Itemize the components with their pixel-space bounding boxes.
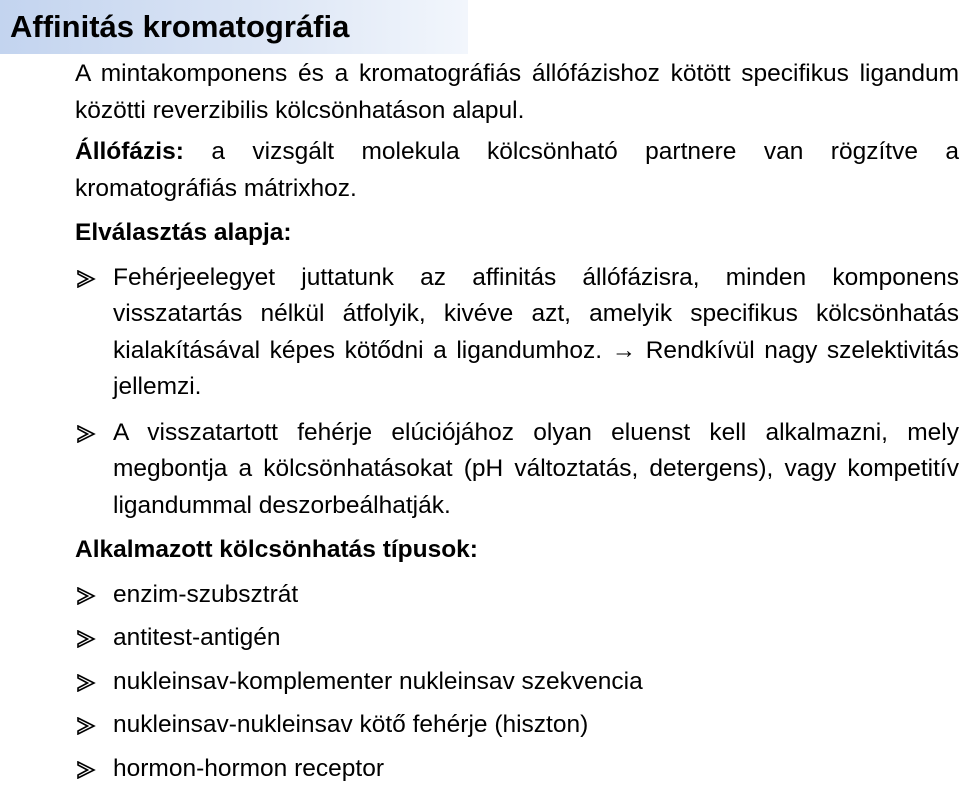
arrowhead-bullet-icon	[75, 664, 99, 700]
arrowhead-bullet-icon	[75, 707, 99, 743]
spacer	[75, 569, 959, 577]
list-item-text: nukleinsav-nukleinsav kötő fehérje (hiszton)	[113, 711, 589, 738]
list-item	[75, 751, 959, 788]
list-item	[75, 577, 959, 614]
separation-bullet-2	[75, 415, 959, 525]
list-item	[75, 620, 959, 657]
arrowhead-bullet-icon	[75, 577, 99, 613]
arrowhead-bullet-icon	[75, 751, 99, 787]
arrowhead-bullet-icon	[75, 415, 99, 451]
slide-content	[75, 56, 959, 794]
list-item	[75, 707, 959, 744]
list-item-text: antitest-antigén	[113, 624, 281, 651]
spacer	[75, 524, 959, 532]
list-item-text: nukleinsav-komplementer nukleinsav szekvencia	[113, 667, 643, 695]
separation-heading: Elválasztás alapja:	[75, 219, 292, 246]
list-item	[75, 664, 959, 701]
list-item-text: hormon-hormon receptor	[113, 754, 384, 782]
spacer	[75, 252, 959, 260]
stationary-phase-paragraph	[75, 134, 959, 207]
intro-paragraph: A mintakomponens és a kromatográfiás állófázishoz kötött specifikus ligandum közötti reverzibilis kölcsönhatáson alapul.	[75, 60, 959, 124]
arrowhead-bullet-icon	[75, 620, 99, 656]
list-item-text: enzim-szubsztrát	[113, 580, 299, 608]
separation-bullet-1	[75, 260, 959, 406]
stationary-phase-text: a vizsgált molekula kölcsönható partnere van rögzítve a kromatográfiás mátrixhoz.	[75, 138, 959, 202]
arrowhead-bullet-icon	[75, 260, 99, 296]
page-title: Affinitás kromatográfia	[10, 9, 350, 44]
separation-bullet-text: A visszatartott fehérje elúciójához olyan eluenst kell alkalmazni, mely megbontja a kölcsönhatásokat (pH változtatás, detergens), vagy kompetitív ligandummal deszorbeálhatják.	[113, 418, 959, 519]
spacer	[75, 207, 959, 215]
interaction-types-heading: Alkalmazott kölcsönhatás típusok:	[75, 536, 478, 563]
stationary-phase-label: Állófázis:	[75, 138, 184, 165]
interaction-types-list	[75, 577, 959, 788]
separation-bullet-text: Fehérjeelegyet juttatunk az affinitás állófázisra, minden komponens visszatartás nélkül átfolyik, kivéve azt, amelyik specifikus kölcsönhatás kialakításával képes kötődni a ligandumhoz. → Rendkívül nagy szelektivitás jellemzi.	[113, 263, 959, 400]
